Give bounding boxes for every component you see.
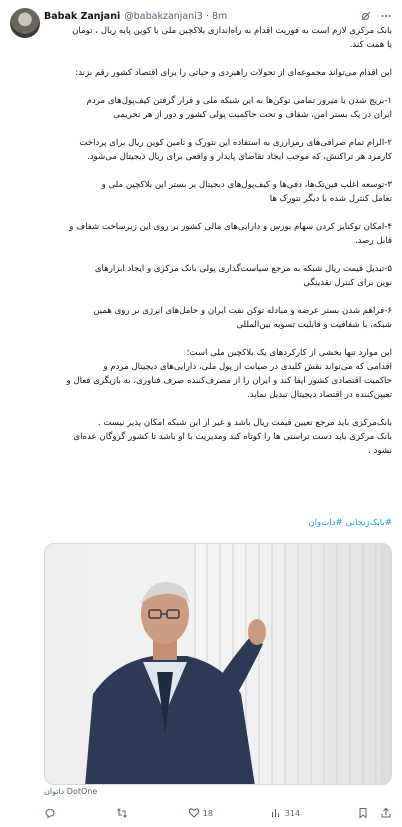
- avatar[interactable]: [10, 8, 40, 38]
- hashtags[interactable]: #بابک‌زنجانی #دات‌وان: [308, 518, 392, 528]
- tweet-text-line: نوین برای کنترل نقدینگی: [303, 278, 392, 288]
- retweet-icon: [116, 807, 128, 819]
- paragraph-gap: [44, 402, 392, 416]
- bookmark-share-group: [357, 807, 392, 819]
- retweet-button[interactable]: [116, 807, 131, 819]
- tweet-text-line: یا همت کند.: [349, 40, 392, 50]
- separator-dot: ·: [205, 10, 209, 22]
- tweet-text-line: بانک مرکزی باید دست تراستی ها را کوتاه کند ومدیریت با او باشد تا کشور گروگان عده‌ای: [73, 432, 392, 442]
- tweet-text-line: ایران در یک بستر امن، شفاف و تحت حاکمیت پولی کشور و دور از هر تحریمی: [113, 110, 392, 120]
- paragraph-gap: [44, 80, 392, 94]
- author-name[interactable]: Babak Zanjani: [44, 10, 121, 22]
- header-icons: [360, 10, 392, 22]
- like-count: 18: [202, 808, 213, 818]
- photo-man-at-window: [45, 544, 392, 785]
- tweet-text-line: ۳-توسعه اغلب فین‌تک‌ها، دفی‌ها و کیف‌پول‌های دیجیتال بر بستر این بلاکچین ملی و: [101, 180, 392, 190]
- views-icon: [270, 807, 282, 819]
- tweet-text-line: حاکمیت اقتصادی کشور ایفا کند و ایران را از مصرف‌کننده صرف فناوری، به بازیگری فعال و: [66, 376, 392, 386]
- reply-icon: [44, 807, 56, 819]
- views-button[interactable]: [270, 807, 300, 819]
- tweet-text: [44, 24, 392, 458]
- tweet-text-line: شبکه، با شفافیت و قابلیت تسویه بین‌المللی: [236, 320, 392, 330]
- paragraph-gap: [44, 206, 392, 220]
- tweet-time[interactable]: 8m: [211, 10, 228, 22]
- like-icon: [188, 807, 200, 819]
- paragraph-gap: [44, 122, 392, 136]
- tweet-text-line: ۵-تبدیل قیمت ریال شبکه به مرجع سیاست‌گذاری پولی بانک مرکزی و ایجاد ابزارهای: [94, 264, 392, 274]
- tweet-image[interactable]: [44, 543, 392, 785]
- tweet-text-line: تعامل کنترل شده با دیگر نتورک ها: [269, 194, 392, 204]
- tweet-text-line: کارمزد هر تراکنش، که موجب ایجاد تقاضای پایدار و واقعی برای ریال دیجیتال می‌شود.: [86, 152, 392, 162]
- tweet-text-line: این موارد تنها بخشی از کارکردهای یک بلاکچین ملی است؛: [186, 348, 392, 358]
- tweet-text-line: بانک مرکزی لازم است به فوریت اقدام به راه‌اندازی بلاکچین ملی با کوین پایه ریال ، تومان: [72, 26, 392, 36]
- tweet-text-line: این اقدام می‌تواند مجموعه‌ای از تحولات راهبردی و حیاتی را برای اقتصاد کشور رقم بزند:: [75, 68, 392, 78]
- action-bar: [44, 805, 392, 821]
- like-button[interactable]: [188, 807, 213, 819]
- tweet-header: [44, 8, 392, 24]
- paragraph-gap: [44, 164, 392, 178]
- tweet-text-line: ۴-امکان توکنایز کردن سهام بورس و دارایی‌های مالی کشور بر روی این زیرساخت شفاف و: [69, 222, 392, 232]
- reply-button[interactable]: [44, 807, 59, 819]
- paragraph-gap: [44, 52, 392, 66]
- media-source[interactable]: داتوان DotOne: [44, 787, 98, 796]
- tweet-text-line: قابل رصد.: [354, 236, 392, 246]
- views-count: 314: [284, 808, 301, 818]
- grok-icon[interactable]: [360, 10, 372, 22]
- tweet-text-line: ۶-فراهم شدن بستر عرضه و مبادله توکن نفت ایران و حامل‌های انرژی بر روی همین: [93, 306, 392, 316]
- more-icon[interactable]: [380, 10, 392, 22]
- tweet-text-line: ۲-الزام تمام صرافی‌های رمزارزی به استفاده این نتورک و تامین کوین ریال برای پرداخت: [79, 138, 392, 148]
- tweet-text-line: نشود .: [368, 446, 392, 456]
- share-icon[interactable]: [380, 807, 392, 819]
- tweet-text-line: بانک‌مرکزی باید مرجع تعیین قیمت ریال باشد و غیر از این شبکه امکان پذیر نیست .: [97, 418, 392, 428]
- paragraph-gap: [44, 290, 392, 304]
- author-handle[interactable]: @babakzanjani3: [124, 10, 203, 22]
- tweet-text-line: اقدامی که می‌تواند نقش کلیدی در صیانت از پول ملی، دارایی‌های دیجیتال مردم و: [103, 362, 392, 372]
- bookmark-icon[interactable]: [357, 807, 369, 819]
- tweet-text-line: تعیین‌کننده در اقتصاد دیجیتال تبدیل نماید.: [246, 390, 392, 400]
- tweet-text-line: ۱-بریج شدن یا میرور تمامی توکن‌ها به این شبکه ملی و قرار گرفتن کیف‌پول‌های مردم: [86, 96, 392, 106]
- paragraph-gap: [44, 332, 392, 346]
- paragraph-gap: [44, 248, 392, 262]
